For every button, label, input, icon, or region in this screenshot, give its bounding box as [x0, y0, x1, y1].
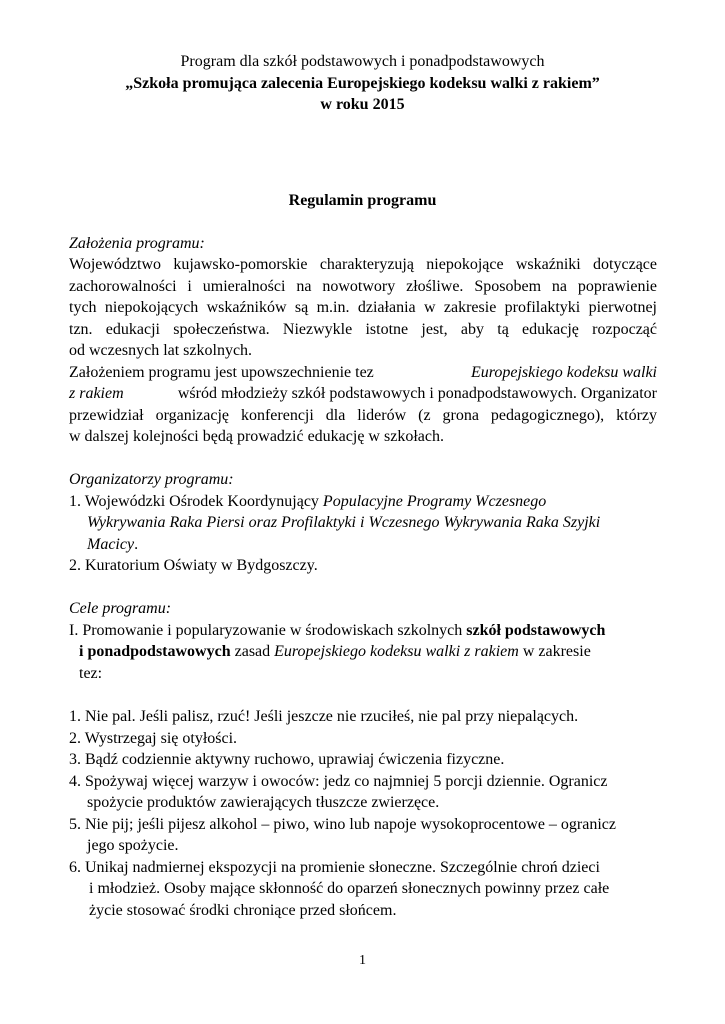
cele-line-3: tez:: [79, 665, 103, 682]
zalozenia-p1-line: zachorowalności i umieralności na nowotwory złośliwe. Sposobem na poprawienie: [69, 278, 657, 295]
zalozenia-p2-text: wśród młodzieży szkół podstawowych i ponadpodstawowych. Organizator: [177, 385, 657, 402]
teza-item-continuation: spożycie produktów zawierających tłuszcze zwierzęce.: [87, 794, 440, 811]
header-line-2: „Szkoła promująca zalecenia Europejskiego kodeksu walki z rakiem”: [125, 75, 600, 92]
kodeks-title-part: Europejskiego kodeksu walki: [470, 364, 657, 381]
cele-text: zasad: [234, 643, 271, 660]
zalozenia-p2-line-3: przewidział organizację konferencji dla liderów (z grona pedagogicznego), którzy: [69, 407, 657, 424]
zalozenia-p1-line: tzn. edukacji społeczeństwa. Niezwykle istotne jest, aby tą edukację rozpocząć: [69, 321, 657, 338]
program-name-part: Wykrywania Raka Piersi oraz Profilaktyki i Wczesnego Wykrywania Raka Szyjki: [87, 514, 601, 531]
teza-item: 2. Wystrzegaj się otyłości.: [69, 730, 238, 747]
zalozenia-p2-line-2: [69, 383, 657, 405]
zalozenia-heading: Założenia programu:: [69, 235, 205, 252]
header-line-1: Program dla szkół podstawowych i ponadpodstawowych: [180, 53, 545, 70]
cele-emphasis: i ponadpodstawowych: [79, 643, 231, 660]
header-line-3: w roku 2015: [320, 96, 405, 113]
zalozenia-p2-line-4: w dalszej kolejności będą prowadzić edukację w szkołach.: [69, 428, 444, 445]
cele-line-1: [69, 620, 605, 642]
zalozenia-p1-line: od wczesnych lat szkolnych.: [69, 342, 253, 359]
organizator-item-1: [69, 491, 546, 513]
zalozenia-p1-line: tych niepokojących wskaźników są m.in. działania w zakresie profilaktyki pierwotnej: [69, 299, 657, 316]
section-title: Regulamin programu: [288, 192, 437, 209]
teza-item: 6. Unikaj nadmiernej ekspozycji na promienie słoneczne. Szczególnie chroń dzieci: [69, 859, 600, 876]
kodeks-title-part: z rakiem: [69, 385, 124, 402]
program-name-part: Macicy: [87, 536, 135, 553]
program-name-part: Populacyjne Programy Wczesnego: [322, 493, 547, 510]
cele-text: I. Promowanie i popularyzowanie w środowiskach szkolnych: [69, 622, 463, 639]
teza-item-continuation: i młodzież. Osoby mające skłonność do oparzeń słonecznych powinny przez całe: [89, 880, 610, 897]
organizatorzy-heading: Organizatorzy programu:: [69, 471, 234, 488]
cele-heading: Cele programu:: [69, 600, 172, 617]
teza-item: 4. Spożywaj więcej warzyw i owoców: jedz co najmniej 5 porcji dziennie. Ogranicz: [69, 773, 608, 790]
zalozenia-p1-line: Województwo kujawsko-pomorskie charakteryzują niepokojące wskaźniki dotyczące: [69, 256, 657, 273]
cele-emphasis: szkół podstawowych: [466, 622, 606, 639]
program-name-end: [87, 534, 138, 556]
teza-item-continuation: jego spożycie.: [87, 837, 179, 854]
teza-item: 5. Nie pij; jeśli pijesz alkohol – piwo, wino lub napoje wysokoprocentowe – ogranicz: [69, 816, 616, 833]
page-number: 1: [359, 953, 366, 968]
cele-text: w zakresie: [522, 643, 591, 660]
kodeks-title: Europejskiego kodeksu walki z rakiem: [274, 643, 519, 660]
cele-line-2: [79, 641, 591, 663]
teza-item-continuation: życie stosować środki chroniące przed słońcem.: [89, 902, 397, 919]
organizator-name: 1. Wojewódzki Ośrodek Koordynujący: [69, 493, 319, 510]
zalozenia-p2-text: Założeniem programu jest upowszechnienie tez: [69, 364, 374, 381]
punctuation: .: [134, 536, 139, 553]
teza-item: 3. Bądź codziennie aktywny ruchowo, uprawiaj ćwiczenia fizyczne.: [69, 751, 505, 768]
organizator-item-2: 2. Kuratorium Oświaty w Bydgoszczy.: [69, 557, 318, 574]
teza-item: 1. Nie pal. Jeśli palisz, rzuć! Jeśli jeszcze nie rzuciłeś, nie pal przy niepalących.: [69, 708, 579, 725]
zalozenia-p2-line-1: [69, 362, 657, 384]
